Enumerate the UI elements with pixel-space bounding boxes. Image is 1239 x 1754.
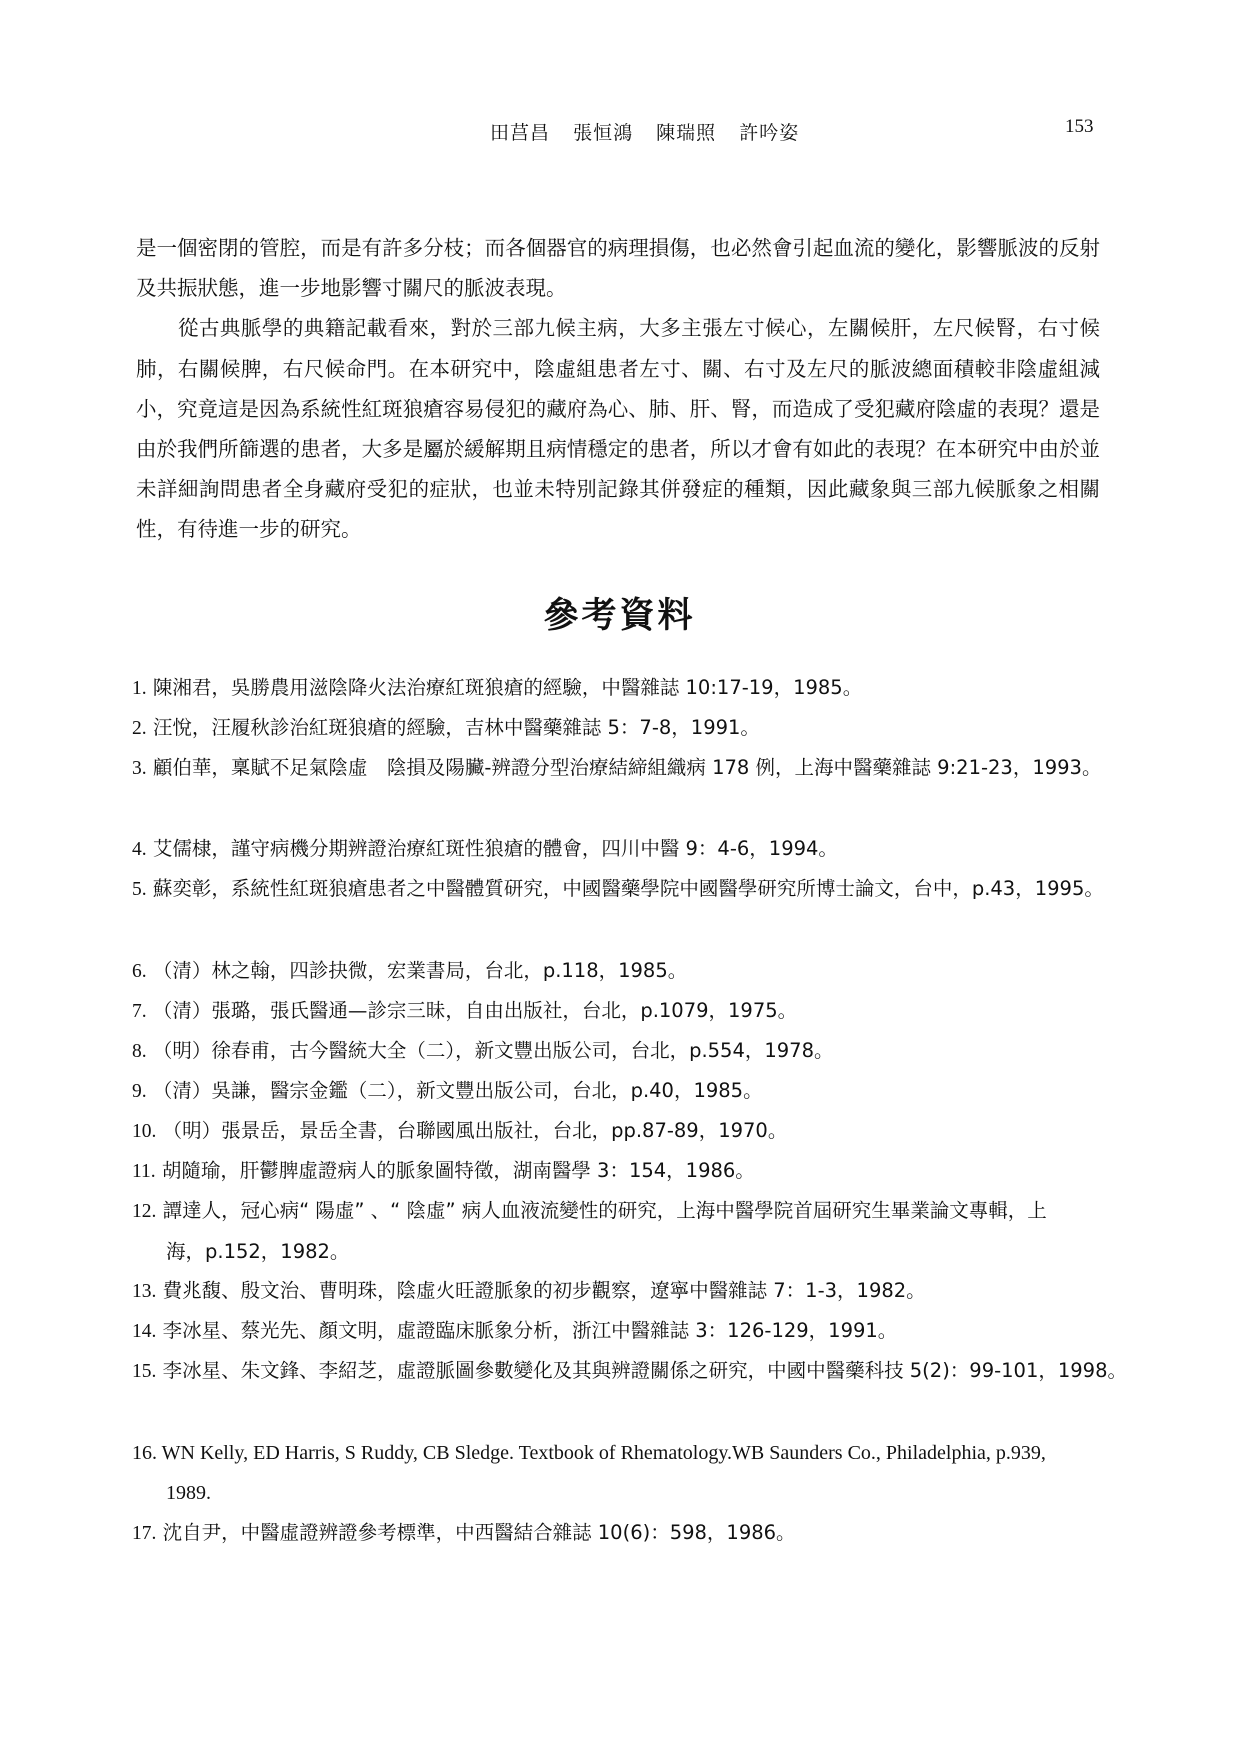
reference-number: 11. bbox=[132, 1161, 156, 1182]
reference-number: 7. bbox=[132, 1001, 147, 1022]
reference-text: 汪悅，汪履秋診治紅斑狼瘡的經驗，吉林中醫藥雜誌 5：7-8，1991。 bbox=[152, 716, 760, 739]
reference-text: （明）張景岳，景岳全書，台聯國風出版社，台北，pp.87-89，1970。 bbox=[162, 1119, 788, 1142]
reference-text: （清）張璐，張氏醫通—診宗三昧，自由出版社，台北，p.1079，1975。 bbox=[152, 999, 798, 1022]
reference-text: 胡隨瑜，肝鬱脾虛證病人的脈象圖特徵，湖南醫學 3：154，1986。 bbox=[161, 1159, 755, 1182]
reference-item bbox=[132, 1191, 1112, 1272]
reference-text: 陳湘君，吳勝農用滋陰降火法治療紅斑狼瘡的經驗，中醫雜誌 10:17-19，1985。 bbox=[152, 676, 863, 699]
reference-number: 12. bbox=[132, 1201, 157, 1222]
references-heading: 參考資料 bbox=[543, 596, 696, 636]
reference-text: 李冰星、朱文鋒、李紹芝，虛證脈圖參數變化及其與辨證關係之研究，中國中醫藥科技 5(2)：99-101，1998。 bbox=[162, 1359, 1128, 1382]
reference-text: 譚達人，冠心病“ 陽虛” 、“ 陰虛” 病人血液流變性的研究，上海中醫學院首屆研究生畢業論文專輯，上 bbox=[162, 1199, 1047, 1222]
reference-text: （清）林之翰，四診抉微，宏業書局，台北，p.118，1985。 bbox=[152, 959, 688, 982]
reference-item bbox=[132, 951, 1112, 992]
reference-text: （清）吳謙，醫宗金鑑（二），新文豐出版公司，台北，p.40，1985。 bbox=[152, 1079, 763, 1102]
reference-item bbox=[132, 991, 1112, 1032]
reference-text: （明）徐春甫，古今醫統大全（二），新文豐出版公司，台北，p.554，1978。 bbox=[152, 1039, 834, 1062]
reference-number: 4. bbox=[132, 839, 147, 860]
reference-item bbox=[132, 1111, 1112, 1152]
reference-item bbox=[132, 1311, 1112, 1352]
reference-number: 17. bbox=[132, 1523, 157, 1544]
reference-number: 16. bbox=[132, 1442, 157, 1464]
reference-item bbox=[132, 708, 1112, 749]
reference-item bbox=[132, 668, 1112, 709]
reference-item bbox=[132, 1433, 1112, 1513]
author-name: 陳瑞照 bbox=[656, 122, 717, 144]
reference-item bbox=[132, 1071, 1112, 1112]
reference-number: 5. bbox=[132, 879, 147, 900]
paragraph: 從古典脈學的典籍記載看來，對於三部九候主病，大多主張左寸候心，左關候肝，左尺候腎，右寸候肺，右關候脾，右尺候命門。在本研究中，陰虛組患者左寸、關、右寸及左尺的脈波總面積較非陰虛組減小，究竟這是因為系統性紅斑狼瘡容易侵犯的藏府為心、肺、肝、腎，而造成了受犯藏府陰虛的表現？還是由於我們所篩選的患者，大多是屬於緩解期且病情穩定的患者，所以才會有如此的表現？在本研究中由於並未詳細詢問患者全身藏府受犯的症狀，也並未特別記錄其併發症的種類，因此藏象與三部九候脈象之相關性，有待進一步的研究。 bbox=[136, 316, 1100, 542]
reference-number: 2. bbox=[132, 718, 147, 739]
reference-item bbox=[132, 1351, 1128, 1392]
reference-number: 13. bbox=[132, 1281, 157, 1302]
reference-item bbox=[132, 1151, 1112, 1192]
reference-item bbox=[132, 1513, 1112, 1554]
reference-text: 沈自尹，中醫虛證辨證參考標準，中西醫結合雜誌 10(6)：598，1986。 bbox=[162, 1521, 796, 1544]
reference-number: 9. bbox=[132, 1081, 147, 1102]
author-name: 田莒昌 bbox=[490, 122, 551, 144]
reference-text: 顧伯華，稟賦不足氣陰虛 陰損及陽臟-辨證分型治療結締組織病 178 例，上海中醫藥雜誌 9:21-23，1993。 bbox=[152, 756, 1102, 779]
reference-number: 6. bbox=[132, 961, 147, 982]
body-text bbox=[136, 228, 1100, 550]
header-authors bbox=[490, 118, 815, 145]
reference-number: 14. bbox=[132, 1321, 157, 1342]
author-name: 張恒鴻 bbox=[573, 122, 634, 144]
reference-text: 李冰星、蔡光先、顏文明，虛證臨床脈象分析，浙江中醫雜誌 3：126-129，1991。 bbox=[162, 1319, 898, 1342]
reference-text: 艾儒棣，謹守病機分期辨證治療紅斑性狼瘡的體會，四川中醫 9：4-6，1994。 bbox=[152, 837, 838, 860]
reference-number: 8. bbox=[132, 1041, 147, 1062]
reference-text: WN Kelly, ED Harris, S Ruddy, CB Sledge. Textbook of Rhematology.WB Saunders Co., Philadelphia, p.939, bbox=[161, 1442, 1046, 1464]
reference-text: 蘇奕彰，系統性紅斑狼瘡患者之中醫體質研究，中國醫藥學院中國醫學研究所博士論文，台中，p.43，1995。 bbox=[152, 877, 1104, 900]
reference-number: 15. bbox=[132, 1361, 157, 1382]
author-name: 許吟姿 bbox=[739, 122, 800, 144]
paragraph: 是一個密閉的管腔，而是有許多分枝；而各個器官的病理損傷，也必然會引起血流的變化，影響脈波的反射及共振狀態，進一步地影響寸關尺的脈波表現。 bbox=[136, 236, 1100, 301]
reference-text-continued: 海，p.152，1982。 bbox=[166, 1240, 350, 1263]
reference-item bbox=[132, 1031, 1112, 1072]
reference-number: 3. bbox=[132, 758, 147, 779]
reference-number: 10. bbox=[132, 1121, 157, 1142]
reference-text: 費兆馥、殷文治、曹明珠，陰虛火旺證脈象的初步觀察，遼寧中醫雜誌 7：1-3，1982。 bbox=[162, 1279, 926, 1302]
page-number: 153 bbox=[1065, 116, 1094, 137]
reference-text-continued: 1989. bbox=[166, 1482, 211, 1504]
reference-item bbox=[132, 748, 1112, 789]
reference-number: 1. bbox=[132, 678, 147, 699]
reference-item bbox=[132, 869, 1112, 910]
reference-item bbox=[132, 829, 1112, 870]
running-header bbox=[0, 118, 1239, 148]
reference-item bbox=[132, 1271, 1112, 1312]
